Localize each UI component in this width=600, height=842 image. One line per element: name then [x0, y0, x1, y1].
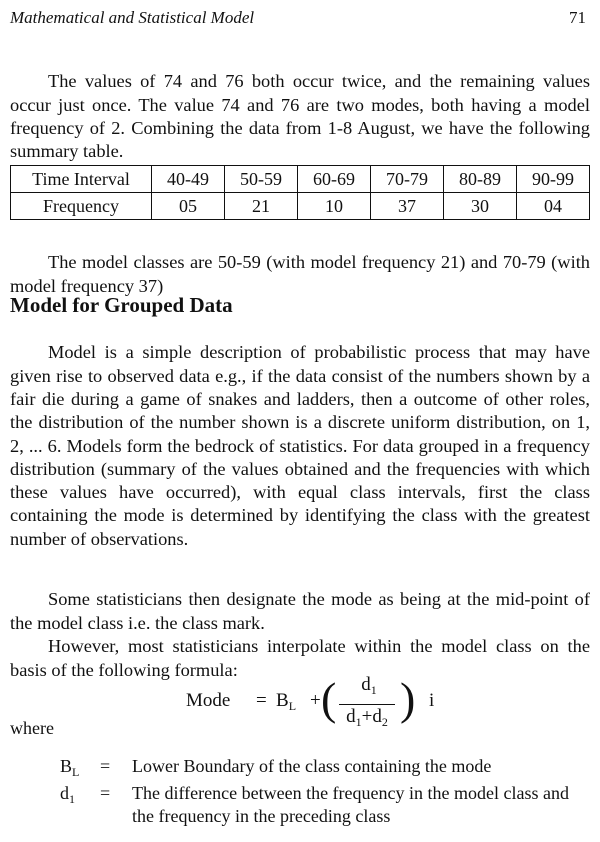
formula-b: B	[276, 690, 289, 711]
page-number: 71	[569, 8, 586, 27]
intro-paragraph: The values of 74 and 76 both occur twice, and the remaining values occur just once. The value 74 and 76 are two modes, both having a model frequency of 2. Combining the data from 1-8 August, we have the following summary table.	[10, 71, 590, 162]
table-cell: 80-89	[444, 166, 517, 193]
symbol-letter: d	[60, 783, 69, 803]
definitions-list	[60, 755, 590, 832]
denominator-d1: d	[346, 706, 356, 727]
formula-i: i	[429, 690, 435, 711]
symbol-subscript: 1	[69, 792, 75, 806]
formula-b-subscript: L	[288, 699, 297, 713]
formula-left-paren: (	[321, 673, 337, 724]
table-cell: 05	[152, 193, 225, 220]
row-label-frequency: Frequency	[11, 193, 152, 220]
formula-denominator	[339, 706, 395, 730]
denominator-subscript-2: 2	[381, 715, 388, 729]
table-cell: 37	[371, 193, 444, 220]
symbol-subscript: L	[72, 765, 80, 779]
definition-symbol	[60, 782, 88, 811]
symbol-letter: B	[60, 756, 73, 776]
definition-symbol	[60, 755, 88, 784]
statisticians-paragraph: Some statisticians then designate the mode as being at the mid-point of the model class i.e. the class mark.	[10, 589, 590, 633]
table-cell: 10	[298, 193, 371, 220]
formula-lhs: Mode	[186, 690, 231, 711]
running-title: Mathematical and Statistical Model	[10, 8, 255, 27]
definition-item	[60, 782, 590, 828]
denominator-subscript-1: 1	[355, 715, 362, 729]
formula-numerator	[349, 674, 389, 698]
page-header	[10, 8, 590, 32]
where-label: where	[10, 718, 54, 738]
table-cell: 21	[225, 193, 298, 220]
numerator-d: d	[361, 674, 371, 695]
table-cell: 40-49	[152, 166, 225, 193]
formula-b-term	[276, 690, 296, 714]
table-cell: 30	[444, 193, 517, 220]
table-cell: 90-99	[517, 166, 590, 193]
book-page	[10, 0, 590, 842]
fraction-bar	[339, 704, 395, 705]
formula-equals: =	[256, 690, 267, 711]
table-row	[11, 166, 590, 193]
definition-text: The difference between the frequency in the model class and the frequency in the preceding class	[132, 783, 569, 826]
table-cell: 70-79	[371, 166, 444, 193]
formula-right-paren: )	[400, 673, 416, 724]
interpolate-paragraph: However, most statisticians interpolate within the model class on the basis of the following formula:	[10, 636, 590, 680]
table-cell: 50-59	[225, 166, 298, 193]
row-label-time-interval: Time Interval	[11, 166, 152, 193]
model-classes-paragraph: The model classes are 50-59 (with model frequency 21) and 70-79 (with model frequency 37)	[10, 252, 590, 296]
formula-plus: +	[310, 690, 321, 711]
numerator-subscript: 1	[370, 683, 377, 697]
table-row	[11, 193, 590, 220]
mode-formula	[186, 674, 446, 738]
frequency-table	[10, 165, 590, 220]
section-heading: Model for Grouped Data	[10, 293, 233, 317]
model-description-paragraph: Model is a simple description of probabilistic process that may have given rise to observed data e.g., if the data consist of the numbers shown by a fair die during a game of snakes and ladders, then a outcome of other roles, the distribution of the number shown is a discrete uniform distribution, on 1, 2, ... 6. Models form the bedrock of statistics. For data grouped in a frequency distribution (summary of the values obtained and the frequencies with which these values have occurred), with equal class intervals, first the class containing the mode is determined by identifying the class with the greatest number of observations.	[10, 342, 590, 549]
definition-equals: =	[100, 783, 111, 803]
definition-equals: =	[100, 756, 111, 776]
table-cell: 04	[517, 193, 590, 220]
table-cell: 60-69	[298, 166, 371, 193]
definition-text: Lower Boundary of the class containing the mode	[132, 756, 492, 776]
definition-item	[60, 755, 590, 778]
denominator-plus-d2: +d	[361, 706, 382, 727]
